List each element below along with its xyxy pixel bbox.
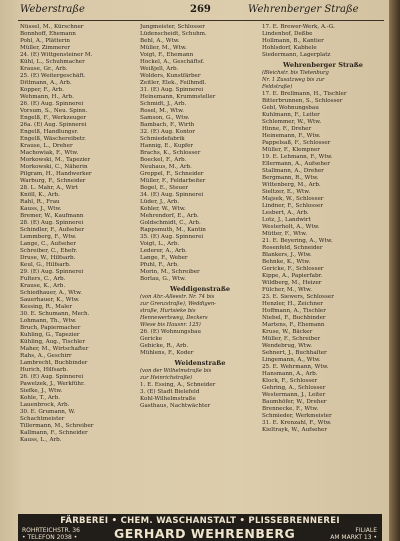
directory-entry: Gasthaus, Nachtwächter bbox=[140, 403, 211, 409]
directory-entry: Bruch, Papiermacher bbox=[20, 325, 81, 331]
directory-entry: Fulters, C., Arb. bbox=[20, 276, 66, 282]
directory-entry: Sauerhauer, K., Wtw. bbox=[20, 297, 80, 303]
directory-entry: Müller, M., Wtw. bbox=[140, 45, 187, 51]
directory-entry: Schachtmeister bbox=[20, 416, 65, 422]
directory-entry: Hennewertsweg, Deckers bbox=[140, 315, 208, 321]
ad-phone: • TELEFON 2038 • bbox=[22, 534, 78, 541]
directory-entry: Engelß, F., Werkzeuger bbox=[20, 115, 87, 121]
directory-entry: (Bleichstr. bis Tietenburg bbox=[262, 70, 329, 76]
directory-entry: Gericke bbox=[140, 336, 163, 342]
directory-entry: Rahl, R., Frau bbox=[20, 199, 60, 205]
directory-entry: Behnke, K., Wtw. bbox=[262, 259, 311, 265]
directory-entry: Kohle, T., Arb. bbox=[20, 395, 60, 401]
directory-entry: Hohlsdorf, Kabhele bbox=[262, 45, 317, 51]
directory-entry: 19. E. Lehmann, F., Wtw. bbox=[262, 154, 333, 160]
directory-entry: Müller, F., Feldarbeiter bbox=[140, 178, 206, 184]
directory-entry: Knöll, K., Arb. bbox=[20, 192, 60, 198]
directory-entry: Dittmann, A., Arb. bbox=[20, 80, 72, 86]
directory-entry: Müller, F., Klempner bbox=[262, 147, 320, 153]
section-heading-wehrenberger-strasse: Wehrenberger Straße bbox=[283, 61, 363, 69]
section-heading-weddigenstrasse: Weddigenstraße bbox=[169, 285, 231, 293]
directory-entry: Wittenberg, M., Arb. bbox=[262, 182, 321, 188]
directory-entry: Heinemann, F., Wtw. bbox=[262, 133, 321, 139]
directory-entry: 28. L. Mahr, A., Wirt bbox=[20, 185, 78, 191]
column-3 bbox=[262, 24, 384, 434]
directory-entry: Martens, F., Ehemann bbox=[262, 322, 325, 328]
directory-entry: Maher, M., Wirtschafter bbox=[20, 346, 89, 352]
directory-entry: 26. (E) Wohnungsbau bbox=[140, 329, 202, 335]
directory-entry: Keul, G., Hilfsarb. bbox=[20, 262, 71, 268]
directory-entry: Bogel, E., Steuer bbox=[140, 185, 189, 191]
directory-entry: 26. (E) Aug. Spinnerei bbox=[20, 101, 84, 107]
directory-entry: Hockel, A., Geschäftsf. bbox=[140, 59, 205, 65]
directory-entry: Jungmeister, Schlosser bbox=[140, 24, 205, 30]
directory-entry: 3. (E) Stadt Bielefeld bbox=[140, 389, 200, 395]
directory-entry: straße, Hurtsieke bis bbox=[140, 308, 196, 314]
directory-entry: 17. E. Brellmann, H., Tischler bbox=[262, 91, 347, 97]
page-number: 269 bbox=[190, 4, 211, 15]
directory-entry: Henzler, H., Zeichner bbox=[262, 301, 323, 307]
directory-entry: Schreiber, C., Ehefr. bbox=[20, 248, 78, 254]
directory-entry: Kopper, F., Arb. bbox=[20, 87, 64, 93]
directory-entry: zur Heinrichstraße) bbox=[140, 375, 193, 381]
directory-entry: Wiese bis Hausnr. 125) bbox=[140, 322, 201, 328]
ad-branch-label: FILIALE bbox=[355, 527, 377, 534]
directory-entry: Bonnhoff, Ehemann bbox=[20, 31, 76, 37]
directory-entry: Hansmann, A., Arb. bbox=[262, 371, 318, 377]
directory-entry: Gebicke, R., Arb. bbox=[140, 343, 189, 349]
header-left-street: Weberstraße bbox=[20, 4, 85, 15]
section-heading-weidenstrasse: Weidenstraße bbox=[174, 359, 226, 367]
directory-entry: Mehrendorf, E., Arb. bbox=[140, 213, 199, 219]
directory-entry: Pawelzek, J., Werkführ. bbox=[20, 381, 85, 387]
directory-entry: Morkowski, M., Tapezier bbox=[20, 157, 91, 163]
directory-entry: Krause, Gr., Arb. bbox=[20, 66, 68, 72]
directory-entry: Lindenhof, Deßbe bbox=[262, 31, 313, 37]
directory-entry: 26. (E) Aug. Spinnerei bbox=[20, 374, 84, 380]
directory-entry: Lesbert, A., Arb. bbox=[262, 210, 309, 216]
directory-entry: Blankers, J., Wtw. bbox=[262, 252, 312, 258]
directory-entry: Kuhling, G., Tapezier bbox=[20, 332, 80, 338]
directory-entry: Hinne, F., Dreher bbox=[262, 126, 312, 132]
directory-entry: 31. E. Krenzahl, F., Wtw. bbox=[262, 420, 332, 426]
directory-entry: 31. (E) Aug. Spinnerei bbox=[140, 87, 204, 93]
column-2 bbox=[140, 24, 260, 410]
directory-entry: 35. (E) Aug. Spinnerei bbox=[140, 234, 204, 240]
directory-entry: Pfuhl, F., Arb. bbox=[140, 262, 179, 268]
directory-entry: Bambach, F., Wirth bbox=[140, 122, 195, 128]
directory-entry: Kauss, J., Wtw. bbox=[20, 206, 62, 212]
directory-entry: Müller, Zimmerer bbox=[20, 45, 71, 51]
directory-entry: Krause, L., Dreher bbox=[20, 143, 73, 149]
directory-entry: 28. (E) Aug. Spinnerei bbox=[20, 220, 84, 226]
directory-entry: 30. E. Grumann, W. bbox=[20, 409, 76, 415]
directory-entry: Morkowski, C., Näherin bbox=[20, 164, 88, 170]
directory-entry: Lohmann, Th., Wtw. bbox=[20, 318, 77, 324]
directory-entry: Majsek, W., Schlosser bbox=[262, 196, 324, 202]
directory-entry: 29. (E) Aug. Spinnerei bbox=[20, 269, 84, 275]
directory-entry: Pilgram, H., Handwerker bbox=[20, 171, 92, 177]
header-rule bbox=[18, 20, 384, 21]
directory-entry: Wehmann, H., Arb. bbox=[20, 94, 74, 100]
directory-entry: Morin, M., Schreiber bbox=[140, 269, 200, 275]
directory-entry: 25. E. Wehrmann, Wtw. bbox=[262, 364, 329, 370]
directory-entry: Kühling, Aug., Tischler bbox=[20, 339, 86, 345]
directory-entry: Druse, W., Hilfsarb. bbox=[20, 255, 76, 261]
directory-entry: 21. E. Beyering, A., Wtw. bbox=[262, 238, 333, 244]
directory-entry: Stallmann, A., Dreher bbox=[262, 168, 324, 174]
directory-entry: Lambrecht, Buchbinder bbox=[20, 360, 88, 366]
directory-entry: Tillermann, M., Schreiber bbox=[20, 423, 94, 429]
directory-entry: Krause, K., Arb. bbox=[20, 283, 66, 289]
ad-branch-address: AM MARKT 13 • bbox=[330, 534, 377, 541]
directory-entry: Wildberg, M., Heizer bbox=[262, 280, 322, 286]
directory-entry: Weißjell, Arb. bbox=[140, 66, 179, 72]
directory-entry: Brachs, K., Schlosser bbox=[140, 150, 201, 156]
directory-entry: Westermann, J., Leiter bbox=[262, 392, 326, 398]
directory-entry: Kühl, L., Schuhmacher bbox=[20, 59, 85, 65]
directory-entry: Neuhaus, M., Arb. bbox=[140, 164, 192, 170]
directory-entry: Lange, C., Aufseher bbox=[20, 241, 76, 247]
directory-entry: Kippe, A., Papierfabr. bbox=[262, 273, 323, 279]
directory-entry: Brennecke, F., Wtw. bbox=[262, 406, 319, 412]
directory-entry: 17. E. Brewer-Werk, A.-G. bbox=[262, 24, 335, 30]
directory-entry: Siefke, J., Wtw. bbox=[20, 388, 63, 394]
directory-entry: Nüssel, M., Kürschner bbox=[20, 24, 84, 30]
directory-entry: Rosenfeld, Schneider bbox=[262, 245, 323, 251]
ad-company-name: GERHARD WEHRENBERG bbox=[114, 526, 296, 541]
directory-entry: Siedermann, Lagerplatz bbox=[262, 52, 331, 58]
directory-entry: Sehnert, J., Buchhalter bbox=[262, 350, 327, 356]
directory-entry: Fülcher, M., Wtw. bbox=[262, 287, 312, 293]
directory-entry: Kieltrayk, W., Aufseher bbox=[262, 427, 328, 433]
directory-entry: Engelß, Wäschereibetr. bbox=[20, 136, 86, 142]
directory-entry: Schmidt, J., Arb. bbox=[140, 101, 187, 107]
directory-entry: Lederer, A., Arb. bbox=[140, 248, 187, 254]
directory-entry: 24. (E) Wittgensteiner M. bbox=[20, 52, 93, 58]
directory-entry: Lauenbrock, Arb. bbox=[20, 402, 70, 408]
directory-entry: Rahs, A., Geschirr bbox=[20, 353, 72, 359]
directory-entry: Baumhöfer, W., Dreher bbox=[262, 399, 327, 405]
directory-entry: Müller, F., Schreiber bbox=[262, 336, 321, 342]
directory-entry: Mühlens, F., Koder bbox=[140, 350, 194, 356]
directory-entry: (von der Wilhelmstraße bis bbox=[140, 368, 212, 374]
directory-entry: 1. E. Essing, A., Schneider bbox=[140, 382, 216, 388]
ad-address bbox=[22, 527, 80, 541]
directory-entry: (von Ahr.-Alleestr. Nr. 74 bis bbox=[140, 294, 215, 300]
directory-entry: Hurich, Hilfsarb. bbox=[20, 367, 69, 373]
directory-entry: Sieltzer, E., Wtw. bbox=[262, 189, 311, 195]
directory-entry: Schiedhauer, A., Wtw. bbox=[20, 290, 82, 296]
directory-entry: Gericke, F., Schlosser bbox=[262, 266, 324, 272]
directory-entry: Vorsum, S., Neu. Spinn. bbox=[20, 108, 88, 114]
directory-entry: Schlemmer, W., Wtw. bbox=[262, 119, 322, 125]
column-1 bbox=[20, 24, 140, 444]
header-right-street: Wehrenberger Straße bbox=[248, 4, 359, 15]
directory-entry: Bitterbrunnen, S., Schlosser bbox=[262, 98, 343, 104]
directory-entry: Borlau, G., Wtw. bbox=[140, 276, 186, 282]
directory-entry: Rappsmuth, M., Kantin bbox=[140, 227, 206, 233]
directory-entry: 23. E. Siewers, Schlosser bbox=[262, 294, 334, 300]
directory-entry: Kruse, W., Bäcker bbox=[262, 329, 313, 335]
directory-entry: Kessing, R., Maler bbox=[20, 304, 72, 310]
directory-entry: Behl, A., Wtw. bbox=[140, 38, 180, 44]
directory-entry: Kallmann, F., Schneider bbox=[20, 430, 88, 436]
directory-entry: Boeckel, F., Arb. bbox=[140, 157, 187, 163]
directory-entry: Heinemann, Krummsteller bbox=[140, 94, 216, 100]
directory-entry: Klock, F., Schlosser bbox=[262, 378, 318, 384]
directory-entry: Voigt, F., Ehemann bbox=[140, 52, 194, 58]
directory-entry: Schmiedefabrik bbox=[140, 136, 185, 142]
directory-entry: Mütter, F., Wtw. bbox=[262, 231, 307, 237]
directory-entry: Goldschmidt, C., Arb. bbox=[140, 220, 201, 226]
directory-entry: Westerholt, A., Wtw. bbox=[262, 224, 320, 230]
directory-entry: Zeitler, Elek., Feilhmdl. bbox=[140, 80, 207, 86]
directory-entry: Lotz, J., Landwirt bbox=[262, 217, 311, 223]
directory-entry: Voigt, L., Arb. bbox=[140, 241, 180, 247]
directory-entry: Lüder, J., Arb. bbox=[140, 199, 180, 205]
directory-entry: Kohler, W., Wtw. bbox=[140, 206, 186, 212]
directory-entry: Machowiak, F., Wtw. bbox=[20, 150, 79, 156]
directory-entry: Rosel, M., Wtw. bbox=[140, 108, 185, 114]
directory-entry: Nr. 1 Zusatzweg bis zur bbox=[262, 77, 325, 83]
directory-entry: Wolders, Kunstfärber bbox=[140, 73, 201, 79]
directory-entry: Bremer, W., Kaufmann bbox=[20, 213, 84, 219]
directory-entry: Lange, F., Weber bbox=[140, 255, 188, 261]
directory-entry: Kohl-Wilhelmstraße bbox=[140, 396, 196, 402]
advertisement-banner bbox=[18, 514, 382, 541]
directory-entry: Lüdenscheidt, Schuhm. bbox=[140, 31, 207, 37]
directory-entry: Hannig, E., Kupfer bbox=[140, 143, 194, 149]
directory-entry: Pohl, A., Plätterin bbox=[20, 38, 70, 44]
directory-entry: Lindner, F., Schlosser bbox=[262, 203, 324, 209]
directory-entry: Wendebrug, Wtw. bbox=[262, 343, 312, 349]
directory-entry: 32. (E) Aug. Kontor bbox=[140, 129, 195, 135]
directory-entry: 26a. (E) Aug. Spinnerei bbox=[20, 122, 87, 128]
directory-entry: Kuhlmann, F., Leiter bbox=[262, 112, 320, 118]
directory-entry: Hoffmann, A., Tischler bbox=[262, 308, 326, 314]
directory-entry: 30. E. Schumann, Mech. bbox=[20, 311, 90, 317]
directory-entry: Bergmann, R., Wtw. bbox=[262, 175, 319, 181]
ad-services: FÄRBEREI • CHEM. WASCHANSTALT • PLISSEBRENNEREI bbox=[60, 516, 340, 526]
directory-entry: 25. (E) Weitergeschäft. bbox=[20, 73, 86, 79]
directory-entry: Gehring, A., Schlosser bbox=[262, 385, 326, 391]
directory-entry: Ellermann, A., Aufseher bbox=[262, 161, 330, 167]
directory-entry: Hollmann, B., Kantier bbox=[262, 38, 324, 44]
directory-entry: Greppel, F., Schneider bbox=[140, 171, 204, 177]
directory-entry: Samson, G., Wtw. bbox=[140, 115, 190, 121]
directory-entry: Feldstraße) bbox=[262, 84, 293, 90]
directory-entry: Gebl, Wohnungsbau bbox=[262, 105, 319, 111]
directory-entry: Schindler, F., Aufseher bbox=[20, 227, 85, 233]
directory-entry: Niebel, F., Buchbinder bbox=[262, 315, 326, 321]
directory-entry: 34. (E) Aug. Spinnerei bbox=[140, 192, 204, 198]
book-edge bbox=[389, 0, 400, 541]
directory-entry: Warburg, F., Schneider bbox=[20, 178, 86, 184]
directory-entry: Lingemann, A., Wtw. bbox=[262, 357, 321, 363]
ad-branch bbox=[330, 527, 377, 541]
directory-entry: Engelß, Handlungsr. bbox=[20, 129, 79, 135]
directory-entry: zur Grenzstraße), Weddigen- bbox=[140, 301, 216, 307]
directory-entry: Kauss, L., Arb. bbox=[20, 437, 62, 443]
directory-entry: Pappelsaß, F., Schlosser bbox=[262, 140, 331, 146]
ad-street: ROHRTEICHSTR. 36 bbox=[22, 527, 80, 534]
directory-entry: Lemmberg, F., Wtw. bbox=[20, 234, 77, 240]
directory-entry: Schmieder, Werkmeister bbox=[262, 413, 332, 419]
